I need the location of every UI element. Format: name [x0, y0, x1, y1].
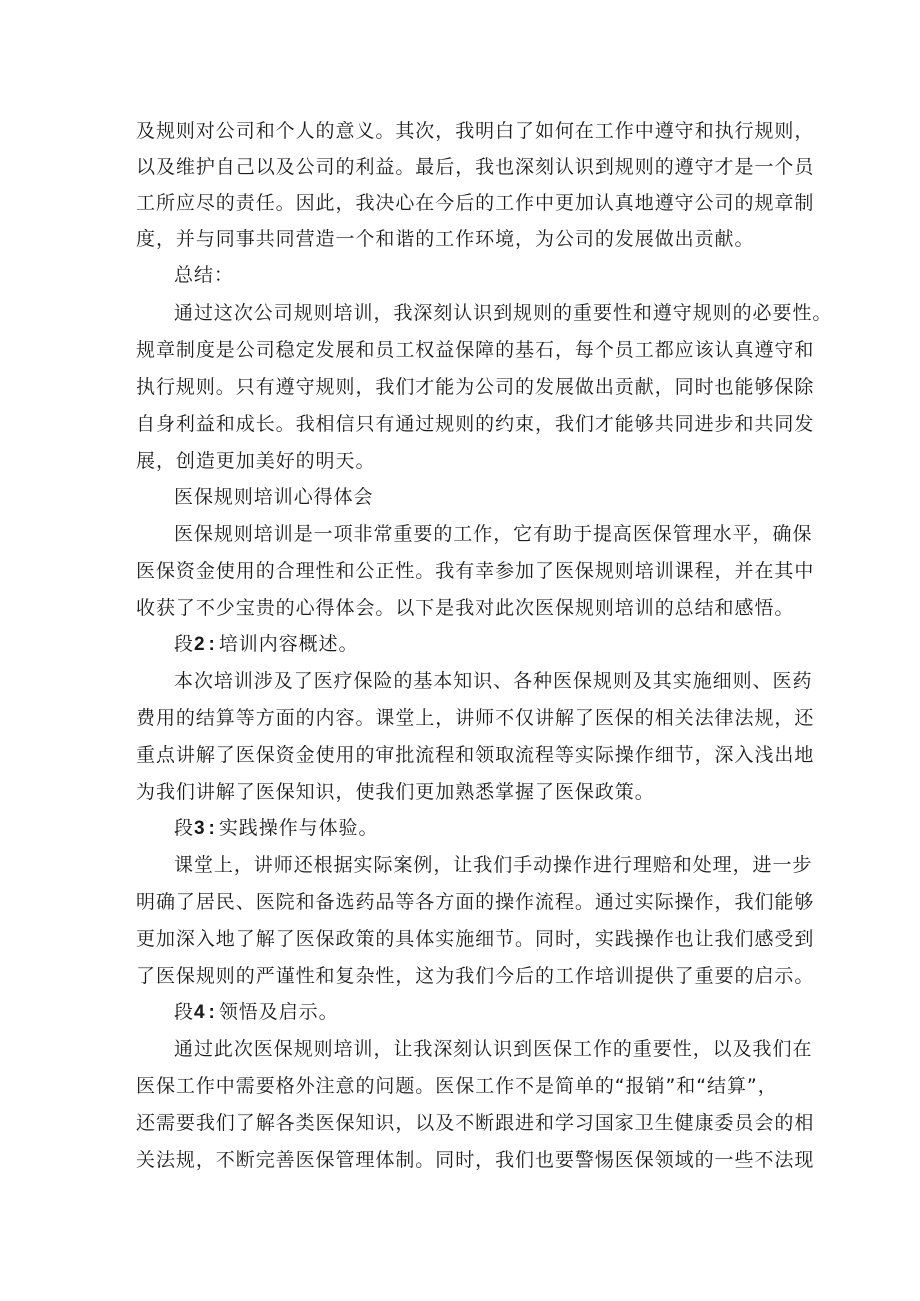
- section-heading: [174, 817, 920, 840]
- paragraph-line: 课堂上，讲师还根据实际案例，让我们手动操作进行理赔和处理，进一步: [174, 854, 813, 876]
- paragraph-line: 通过此次医保规则培训，让我深刻认识到医保工作的重要性，以及我们在: [174, 1038, 813, 1060]
- paragraph-line: 关法规，不断完善医保管理体制。同时，我们也要警惕医保领域的一些不法现: [136, 1149, 815, 1171]
- section-prefix: 段: [174, 633, 194, 655]
- section-colon: :: [208, 818, 215, 839]
- paragraph-line: 为我们讲解了医保知识，使我们更加熟悉掌握了医保政策。: [136, 781, 655, 803]
- section-title: 领悟及启示。: [218, 1001, 339, 1023]
- summary-heading: 总结：: [174, 264, 234, 286]
- paragraph-line: 展，创造更加美好的明天。: [136, 450, 376, 472]
- paragraph-line: 及规则对公司和个人的意义。其次，我明白了如何在工作中遵守和执行规则，: [136, 120, 815, 142]
- paragraph-line: 费用的结算等方面的内容。课堂上，讲师不仅讲解了医保的相关法律法规，还: [136, 707, 815, 729]
- section-number: 2: [193, 634, 205, 655]
- section-title: 实践操作与体验。: [218, 817, 379, 839]
- article-title: 医保规则培训心得体会: [174, 486, 374, 508]
- section-prefix: 段: [174, 817, 194, 839]
- section-number: 3: [193, 818, 205, 839]
- section-heading: [174, 633, 920, 656]
- section-title: 培训内容概述。: [218, 633, 359, 655]
- paragraph-line: 明确了居民、医院和备选药品等各方面的操作流程。通过实际操作，我们能够: [136, 891, 815, 913]
- paragraph-line: 了医保规则的严谨性和复杂性，这为我们今后的工作培训提供了重要的启示。: [136, 965, 815, 987]
- paragraph-line: 更加深入地了解了医保政策的具体实施细节。同时，实践操作也让我们感受到: [136, 928, 815, 950]
- paragraph-line: 医保工作中需要格外注意的问题。医保工作不是简单的“报销”和“结算”，: [136, 1075, 778, 1097]
- paragraph-line: 执行规则。只有遵守规则，我们才能为公司的发展做出贡献，同时也能够保除: [136, 376, 815, 398]
- section-heading: [174, 1001, 920, 1024]
- paragraph-line: 重点讲解了医保资金使用的审批流程和领取流程等实际操作细节，深入浅出地: [136, 744, 815, 766]
- paragraph-line: 以及维护自己以及公司的利益。最后，我也深刻认识到规则的遵守才是一个员: [136, 156, 815, 178]
- paragraph-line: 本次培训涉及了医疗保险的基本知识、各种医保规则及其实施细则、医药: [174, 670, 813, 692]
- paragraph-line: 工所应尽的责任。因此，我决心在今后的工作中更加认真地遵守公司的规章制: [136, 192, 815, 214]
- paragraph-line: 自身利益和成长。我相信只有通过规则的约束，我们才能够共同进步和共同发: [136, 413, 815, 435]
- section-colon: :: [208, 1002, 215, 1023]
- paragraph-line: 规章制度是公司稳定发展和员工权益保障的基石，每个员工都应该认真遵守和: [136, 339, 815, 361]
- paragraph-line: 收获了不少宝贵的心得体会。以下是我对此次医保规则培训的总结和感悟。: [136, 597, 795, 619]
- paragraph-line: 度，并与同事共同营造一个和谐的工作环境，为公司的发展做出贡献。: [136, 228, 755, 250]
- paragraph-line: 医保规则培训是一项非常重要的工作，它有助于提高医保管理水平，确保: [174, 523, 813, 545]
- section-number: 4: [193, 1002, 205, 1023]
- section-colon: :: [208, 634, 215, 655]
- paragraph-line: 医保资金使用的合理性和公正性。我有幸参加了医保规则培训课程，并在其中: [136, 560, 815, 582]
- paragraph-line: 通过这次公司规则培训，我深刻认识到规则的重要性和遵守规则的必要性。: [174, 302, 833, 324]
- section-prefix: 段: [174, 1001, 194, 1023]
- paragraph-line: 还需要我们了解各类医保知识，以及不断跟进和学习国家卫生健康委员会的相: [136, 1112, 815, 1134]
